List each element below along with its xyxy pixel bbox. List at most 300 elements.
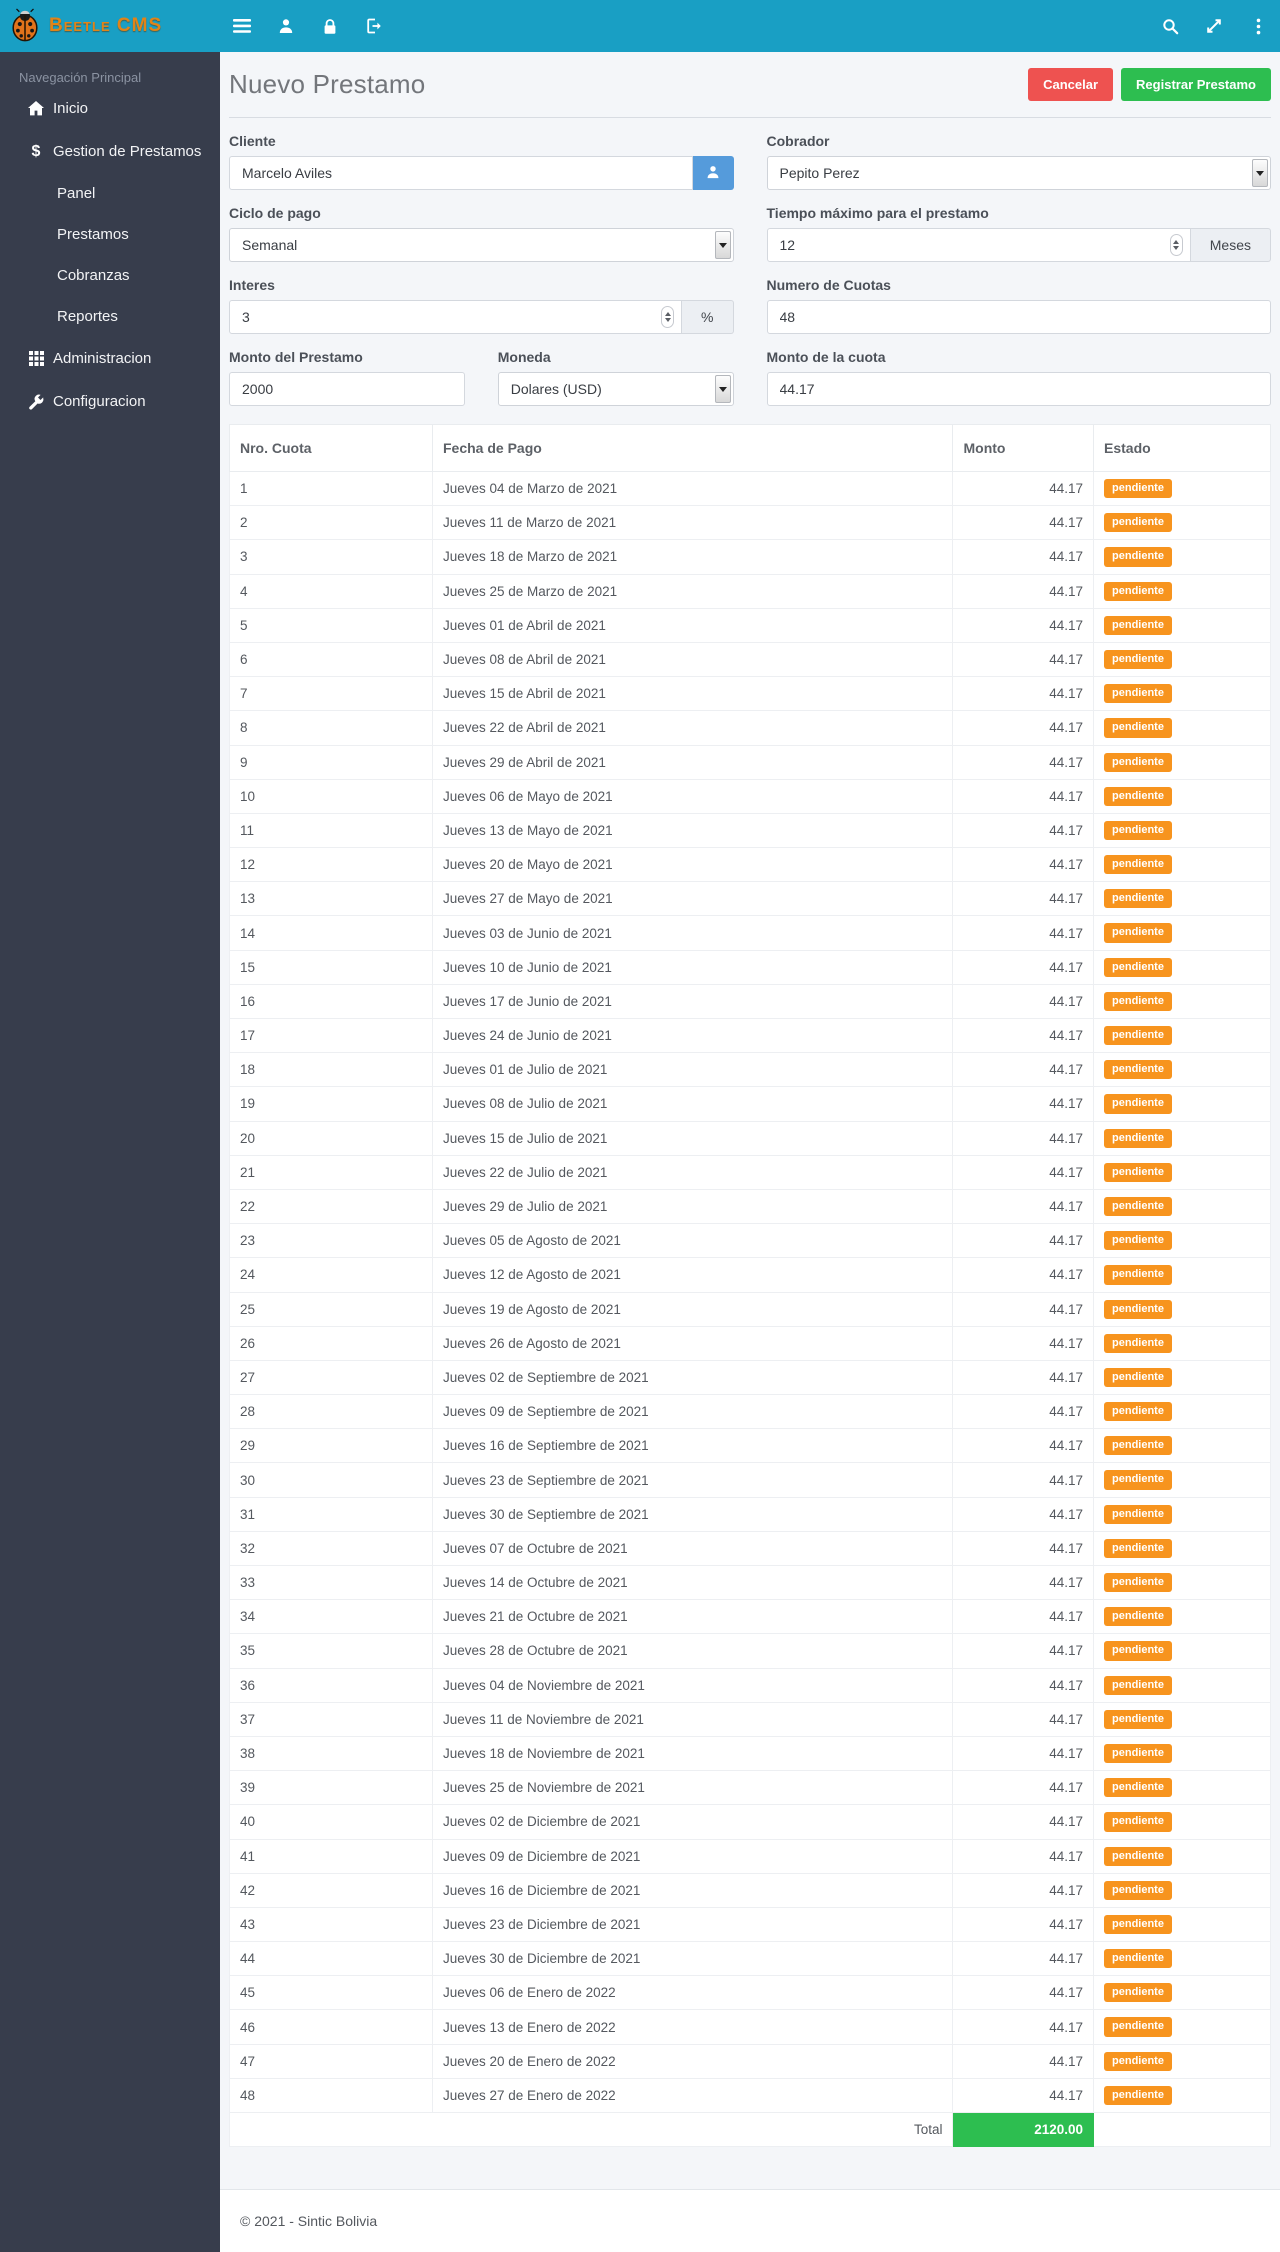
cell-monto: 44.17 [953,1976,1094,2010]
loan-form [229,118,1271,406]
ciclo-pago-select[interactable]: Semanal [229,228,734,262]
cell-fecha: Jueves 18 de Marzo de 2021 [432,540,953,574]
status-badge: pendiente [1104,479,1172,498]
cell-nro: 13 [230,882,433,916]
cell-monto: 44.17 [953,1258,1094,1292]
sidebar-item-gestion-de-prestamos[interactable] [0,130,220,173]
col-header-monto: Monto [953,425,1094,472]
cell-nro: 23 [230,1224,433,1258]
cell-estado [1094,1736,1271,1770]
cell-estado [1094,1907,1271,1941]
sidebar-item-label: Configuracion [53,393,146,410]
cell-nro: 28 [230,1395,433,1429]
cell-nro: 30 [230,1463,433,1497]
cell-estado [1094,608,1271,642]
cell-nro: 27 [230,1360,433,1394]
status-badge: pendiente [1104,1641,1172,1660]
table-row [230,1566,1271,1600]
cell-estado [1094,1942,1271,1976]
status-badge: pendiente [1104,650,1172,669]
table-row [230,1258,1271,1292]
sidebar-item-label: Reportes [57,308,118,325]
status-badge: pendiente [1104,889,1172,908]
search-icon[interactable] [1148,0,1192,52]
table-row [230,1497,1271,1531]
cell-nro: 4 [230,574,433,608]
cell-nro: 42 [230,1873,433,1907]
status-badge: pendiente [1104,547,1172,566]
kebab-menu-icon[interactable] [1236,0,1280,52]
cell-estado [1094,1839,1271,1873]
table-row [230,1053,1271,1087]
status-badge: pendiente [1104,821,1172,840]
cell-nro: 37 [230,1702,433,1736]
cell-estado [1094,1019,1271,1053]
cell-nro: 7 [230,677,433,711]
cell-nro: 29 [230,1429,433,1463]
cell-nro: 31 [230,1497,433,1531]
numero-cuotas-input[interactable] [767,300,1272,334]
status-badge: pendiente [1104,1847,1172,1866]
cell-monto: 44.17 [953,1634,1094,1668]
table-row [230,1839,1271,1873]
cell-estado [1094,950,1271,984]
cell-fecha: Jueves 29 de Julio de 2021 [432,1189,953,1223]
cell-fecha: Jueves 17 de Junio de 2021 [432,984,953,1018]
cell-nro: 6 [230,642,433,676]
cell-estado [1094,1463,1271,1497]
status-badge: pendiente [1104,787,1172,806]
cliente-label: Cliente [229,133,276,149]
status-badge: pendiente [1104,1368,1172,1387]
cell-fecha: Jueves 15 de Abril de 2021 [432,677,953,711]
table-row [230,848,1271,882]
cell-fecha: Jueves 27 de Enero de 2022 [432,2078,953,2112]
cell-estado [1094,1395,1271,1429]
cell-monto: 44.17 [953,1600,1094,1634]
cell-estado [1094,1873,1271,1907]
status-badge: pendiente [1104,1060,1172,1079]
cobrador-label: Cobrador [766,133,830,149]
table-row [230,1326,1271,1360]
register-loan-button[interactable]: Registrar Prestamo [1121,68,1271,101]
table-row [230,950,1271,984]
interes-input[interactable] [229,300,682,334]
cell-estado [1094,1429,1271,1463]
table-row [230,2044,1271,2078]
cell-estado [1094,916,1271,950]
cell-monto: 44.17 [953,1531,1094,1565]
cell-estado [1094,1805,1271,1839]
total-row [230,2113,1271,2147]
cell-monto: 44.17 [953,1224,1094,1258]
cell-monto: 44.17 [953,848,1094,882]
cell-fecha: Jueves 14 de Octubre de 2021 [432,1566,953,1600]
table-row [230,1805,1271,1839]
cell-estado [1094,1634,1271,1668]
cell-fecha: Jueves 21 de Octubre de 2021 [432,1600,953,1634]
cell-estado [1094,1771,1271,1805]
cell-fecha: Jueves 11 de Noviembre de 2021 [432,1702,953,1736]
cell-fecha: Jueves 30 de Diciembre de 2021 [432,1942,953,1976]
sidebar-item-prestamos[interactable] [0,214,220,255]
cell-fecha: Jueves 12 de Agosto de 2021 [432,1258,953,1292]
cell-nro: 47 [230,2044,433,2078]
cell-estado [1094,711,1271,745]
cell-fecha: Jueves 06 de Enero de 2022 [432,1976,953,2010]
cell-estado [1094,1531,1271,1565]
cell-fecha: Jueves 22 de Julio de 2021 [432,1155,953,1189]
cell-estado [1094,882,1271,916]
status-badge: pendiente [1104,1915,1172,1934]
cell-fecha: Jueves 13 de Enero de 2022 [432,2010,953,2044]
cell-nro: 39 [230,1771,433,1805]
percent-addon: % [682,300,733,334]
page-footer [220,2189,1280,2252]
cell-estado [1094,1189,1271,1223]
cell-monto: 44.17 [953,2078,1094,2112]
monto-cuota-input[interactable] [767,372,1272,406]
table-row [230,472,1271,506]
cell-estado [1094,1121,1271,1155]
status-badge: pendiente [1104,1744,1172,1763]
sidebar-menu [0,87,220,423]
cell-fecha: Jueves 13 de Mayo de 2021 [432,813,953,847]
status-badge: pendiente [1104,1026,1172,1045]
cell-estado [1094,506,1271,540]
cobrador-select[interactable]: Pepito Perez [767,156,1272,190]
sidebar-item-reportes[interactable] [0,296,220,337]
table-header-row [230,425,1271,472]
cell-fecha: Jueves 07 de Octubre de 2021 [432,1531,953,1565]
sidebar-item-label: Cobranzas [57,267,130,284]
table-row [230,1019,1271,1053]
sidebar-item-label: Administracion [53,350,152,367]
cell-nro: 26 [230,1326,433,1360]
table-row [230,1292,1271,1326]
user-icon[interactable] [264,0,308,52]
cell-fecha: Jueves 20 de Mayo de 2021 [432,848,953,882]
cell-fecha: Jueves 02 de Diciembre de 2021 [432,1805,953,1839]
cell-nro: 3 [230,540,433,574]
table-row [230,1360,1271,1394]
cell-nro: 32 [230,1531,433,1565]
cell-fecha: Jueves 25 de Noviembre de 2021 [432,1771,953,1805]
cell-nro: 35 [230,1634,433,1668]
table-row [230,916,1271,950]
table-row [230,1873,1271,1907]
cell-nro: 9 [230,745,433,779]
cell-nro: 11 [230,813,433,847]
select-client-button[interactable] [693,156,734,190]
cell-nro: 22 [230,1189,433,1223]
cell-monto: 44.17 [953,608,1094,642]
sidebar-item-label: Prestamos [57,226,129,243]
content-header [229,52,1271,118]
cell-fecha: Jueves 18 de Noviembre de 2021 [432,1736,953,1770]
table-row [230,1600,1271,1634]
cell-estado [1094,813,1271,847]
cell-estado [1094,1053,1271,1087]
cell-estado [1094,1292,1271,1326]
chevron-down-icon [715,375,731,403]
cuotas-table [229,424,1271,2147]
cell-monto: 44.17 [953,813,1094,847]
cell-monto: 44.17 [953,540,1094,574]
cliente-input[interactable] [229,156,693,190]
cell-nro: 41 [230,1839,433,1873]
cell-estado [1094,1258,1271,1292]
status-badge: pendiente [1104,1607,1172,1626]
cell-monto: 44.17 [953,984,1094,1018]
cell-nro: 44 [230,1942,433,1976]
cell-estado [1094,1224,1271,1258]
tiempo-maximo-label: Tiempo máximo para el prestamo [766,205,989,221]
cell-monto: 44.17 [953,1942,1094,1976]
sidebar-item-label: Panel [57,185,96,202]
status-badge: pendiente [1104,582,1172,601]
table-row [230,574,1271,608]
cell-fecha: Jueves 24 de Junio de 2021 [432,1019,953,1053]
status-badge: pendiente [1104,1231,1172,1250]
cell-monto: 44.17 [953,472,1094,506]
cell-estado [1094,1360,1271,1394]
cell-estado [1094,984,1271,1018]
sidebar-item-panel[interactable] [0,173,220,214]
cell-nro: 2 [230,506,433,540]
monto-prestamo-input[interactable] [229,372,465,406]
cell-fecha: Jueves 09 de Diciembre de 2021 [432,1839,953,1873]
status-badge: pendiente [1104,1983,1172,2002]
cell-fecha: Jueves 16 de Diciembre de 2021 [432,1873,953,1907]
status-badge: pendiente [1104,1197,1172,1216]
cell-fecha: Jueves 30 de Septiembre de 2021 [432,1497,953,1531]
cell-fecha: Jueves 23 de Diciembre de 2021 [432,1907,953,1941]
table-row [230,540,1271,574]
cell-monto: 44.17 [953,1395,1094,1429]
table-row [230,779,1271,813]
menu-icon[interactable] [220,0,264,52]
cell-monto: 44.17 [953,1566,1094,1600]
cell-monto: 44.17 [953,642,1094,676]
table-row [230,813,1271,847]
table-row [230,882,1271,916]
expand-icon[interactable] [1192,0,1236,52]
page-title: Nuevo Prestamo [229,69,426,99]
dollar-icon: $ [31,142,41,160]
cell-estado [1094,642,1271,676]
moneda-select[interactable]: Dolares (USD) [498,372,734,406]
cell-fecha: Jueves 03 de Junio de 2021 [432,916,953,950]
table-row [230,608,1271,642]
cell-nro: 43 [230,1907,433,1941]
cell-nro: 36 [230,1668,433,1702]
cell-nro: 5 [230,608,433,642]
status-badge: pendiente [1104,1436,1172,1455]
table-row [230,711,1271,745]
cell-estado [1094,1326,1271,1360]
cell-estado [1094,2010,1271,2044]
cell-monto: 44.17 [953,2044,1094,2078]
cell-monto: 44.17 [953,916,1094,950]
cell-fecha: Jueves 16 de Septiembre de 2021 [432,1429,953,1463]
number-spinner[interactable] [1170,234,1183,256]
cell-fecha: Jueves 27 de Mayo de 2021 [432,882,953,916]
cell-estado [1094,2044,1271,2078]
copyright-text: © 2021 - Sintic Bolivia [240,2213,378,2229]
wrench-icon [27,394,45,410]
logout-icon[interactable] [352,0,396,52]
cell-monto: 44.17 [953,1771,1094,1805]
cell-nro: 33 [230,1566,433,1600]
ladybug-logo-icon [8,8,42,45]
cell-monto: 44.17 [953,1907,1094,1941]
sidebar-item-administracion[interactable] [0,337,220,380]
cell-monto: 44.17 [953,1155,1094,1189]
brand-logo[interactable] [0,0,220,52]
cell-fecha: Jueves 01 de Julio de 2021 [432,1053,953,1087]
cell-estado [1094,2078,1271,2112]
status-badge: pendiente [1104,513,1172,532]
cell-estado [1094,472,1271,506]
sidebar-item-cobranzas[interactable] [0,255,220,296]
cell-monto: 44.17 [953,1121,1094,1155]
number-spinner[interactable] [661,306,674,328]
cell-nro: 10 [230,779,433,813]
table-row [230,1087,1271,1121]
cell-fecha: Jueves 02 de Septiembre de 2021 [432,1360,953,1394]
cell-fecha: Jueves 09 de Septiembre de 2021 [432,1395,953,1429]
cell-nro: 1 [230,472,433,506]
cell-monto: 44.17 [953,882,1094,916]
tiempo-maximo-input[interactable] [767,228,1191,262]
status-badge: pendiente [1104,2017,1172,2036]
sidebar-item-label: Inicio [53,100,89,117]
cell-nro: 25 [230,1292,433,1326]
cell-monto: 44.17 [953,1668,1094,1702]
cell-monto: 44.17 [953,1292,1094,1326]
cell-estado [1094,1566,1271,1600]
cell-fecha: Jueves 26 de Agosto de 2021 [432,1326,953,1360]
cell-nro: 12 [230,848,433,882]
cell-monto: 44.17 [953,1087,1094,1121]
cell-nro: 17 [230,1019,433,1053]
cell-monto: 44.17 [953,1497,1094,1531]
cell-monto: 44.17 [953,1873,1094,1907]
table-row [230,1907,1271,1941]
cell-nro: 40 [230,1805,433,1839]
cell-fecha: Jueves 15 de Julio de 2021 [432,1121,953,1155]
status-badge: pendiente [1104,718,1172,737]
table-row [230,2078,1271,2112]
cell-estado [1094,540,1271,574]
navbar-right-icons [1148,0,1280,52]
cell-nro: 34 [230,1600,433,1634]
table-row [230,1702,1271,1736]
table-row [230,1463,1271,1497]
status-badge: pendiente [1104,1470,1172,1489]
cell-estado [1094,1600,1271,1634]
cell-monto: 44.17 [953,677,1094,711]
cell-fecha: Jueves 08 de Abril de 2021 [432,642,953,676]
cell-monto: 44.17 [953,2010,1094,2044]
moneda-label: Moneda [497,349,551,365]
sidebar-item-configuracion[interactable] [0,380,220,423]
cell-nro: 21 [230,1155,433,1189]
chevron-down-icon [1252,159,1268,187]
status-badge: pendiente [1104,992,1172,1011]
status-badge: pendiente [1104,1778,1172,1797]
table-row [230,745,1271,779]
cell-nro: 46 [230,2010,433,2044]
status-badge: pendiente [1104,1402,1172,1421]
cell-estado [1094,1976,1271,2010]
cell-nro: 14 [230,916,433,950]
sidebar-section-header: Navegación Principal [19,70,142,85]
total-value: 2120.00 [953,2113,1094,2147]
cell-estado [1094,848,1271,882]
cell-estado [1094,1702,1271,1736]
table-row [230,2010,1271,2044]
cell-fecha: Jueves 28 de Octubre de 2021 [432,1634,953,1668]
cell-fecha: Jueves 25 de Marzo de 2021 [432,574,953,608]
cell-estado [1094,779,1271,813]
cell-monto: 44.17 [953,1839,1094,1873]
col-header-estado: Estado [1094,425,1271,472]
lock-icon[interactable] [308,0,352,52]
cell-monto: 44.17 [953,1019,1094,1053]
cell-monto: 44.17 [953,745,1094,779]
cell-nro: 19 [230,1087,433,1121]
cell-nro: 45 [230,1976,433,2010]
cell-nro: 18 [230,1053,433,1087]
cell-nro: 15 [230,950,433,984]
cell-monto: 44.17 [953,711,1094,745]
cell-monto: 44.17 [953,506,1094,540]
cell-nro: 8 [230,711,433,745]
table-row [230,1429,1271,1463]
cell-nro: 24 [230,1258,433,1292]
status-badge: pendiente [1104,1129,1172,1148]
table-row [230,984,1271,1018]
cell-monto: 44.17 [953,1702,1094,1736]
status-badge: pendiente [1104,2052,1172,2071]
total-label: Total [230,2113,953,2147]
cell-fecha: Jueves 06 de Mayo de 2021 [432,779,953,813]
status-badge: pendiente [1104,753,1172,772]
cell-monto: 44.17 [953,1360,1094,1394]
cancel-button[interactable]: Cancelar [1028,68,1113,101]
chevron-down-icon [715,231,731,259]
interes-label: Interes [229,277,275,293]
status-badge: pendiente [1104,616,1172,635]
top-navbar [0,0,1280,52]
numero-cuotas-label: Numero de Cuotas [766,277,891,293]
cell-estado [1094,677,1271,711]
monto-prestamo-label: Monto del Prestamo [229,349,363,365]
sidebar-item-label: Gestion de Prestamos [53,143,202,160]
col-header-nro-cuota: Nro. Cuota [230,425,433,472]
cell-fecha: Jueves 05 de Agosto de 2021 [432,1224,953,1258]
grid-icon [27,351,45,366]
sidebar-item-inicio[interactable] [0,87,220,130]
table-row [230,1942,1271,1976]
cell-estado [1094,1668,1271,1702]
table-row [230,1634,1271,1668]
cell-estado [1094,745,1271,779]
cell-monto: 44.17 [953,1805,1094,1839]
status-badge: pendiente [1104,1812,1172,1831]
